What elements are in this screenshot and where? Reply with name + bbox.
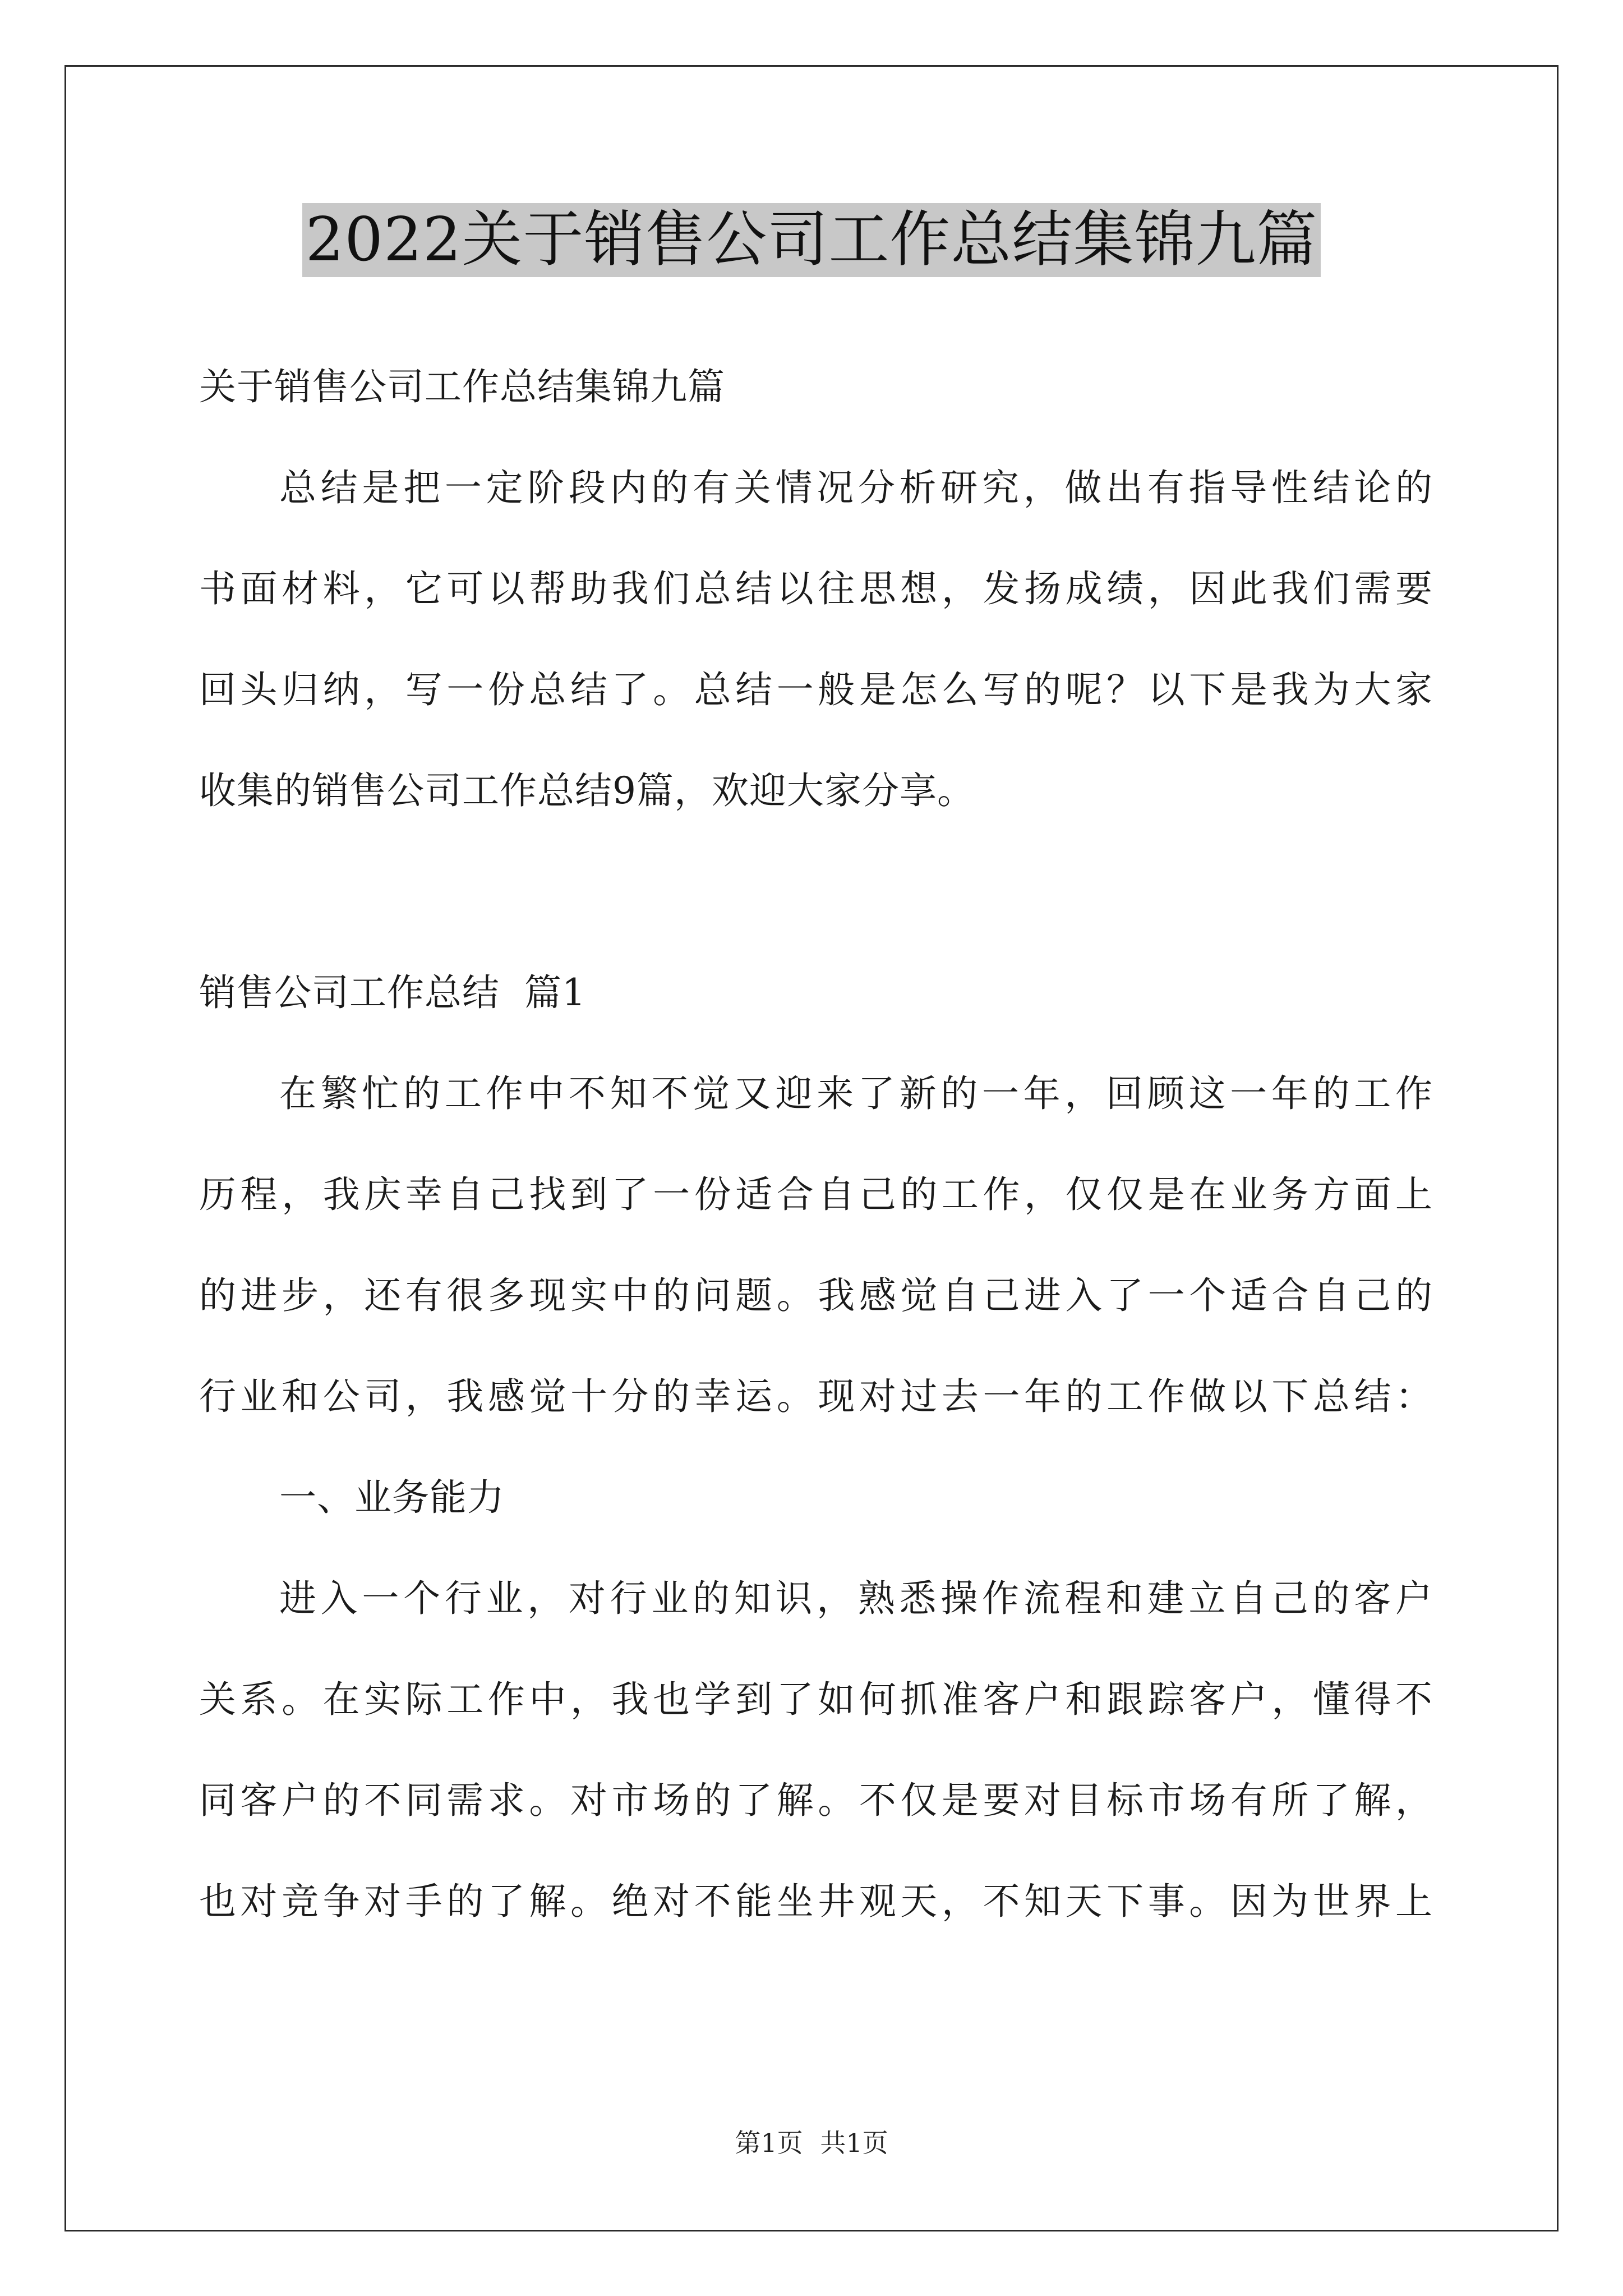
title-container xyxy=(0,203,1623,277)
paragraph-line: 进入一个行业，对行业的知识，熟悉操作流程和建立自己的客户 xyxy=(279,1577,1433,1620)
page-total: 共1页 xyxy=(820,2128,888,2158)
intro-line: 回头归纳，写一份总结了。总结一般是怎么写的呢？以下是我为大家 xyxy=(199,668,1433,711)
section-heading: 销售公司工作总结 篇1 xyxy=(199,971,586,1014)
document-title: 2022关于销售公司工作总结集锦九篇 xyxy=(302,203,1321,277)
intro-line: 总结是把一定阶段内的有关情况分析研究，做出有指导性结论的 xyxy=(279,466,1433,509)
paragraph-line: 同客户的不同需求。对市场的了解。不仅是要对目标市场有所了解， xyxy=(199,1779,1433,1822)
document-body xyxy=(199,337,1433,1952)
paragraph-line: 也对竞争对手的了解。绝对不能坐井观天，不知天下事。因为世界上 xyxy=(199,1880,1433,1923)
intro-line: 收集的销售公司工作总结9篇，欢迎大家分享。 xyxy=(199,769,975,812)
paragraph-line: 行业和公司，我感觉十分的幸运。现对过去一年的工作做以下总结： xyxy=(199,1375,1433,1418)
paragraph-gap xyxy=(199,841,1433,942)
paragraph-line: 在繁忙的工作中不知不觉又迎来了新的一年，回顾这一年的工作 xyxy=(279,1072,1433,1115)
page-footer xyxy=(0,2126,1623,2160)
paragraph-line: 关系。在实际工作中，我也学到了如何抓准客户和跟踪客户，懂得不 xyxy=(199,1678,1433,1721)
page-number: 第1页 xyxy=(735,2128,803,2158)
subheading: 一、业务能力 xyxy=(279,1476,505,1519)
paragraph-line: 的进步，还有很多现实中的问题。我感觉自己进入了一个适合自己的 xyxy=(199,1274,1433,1317)
paragraph-line: 历程，我庆幸自己找到了一份适合自己的工作，仅仅是在业务方面上 xyxy=(199,1173,1433,1216)
document-subtitle: 关于销售公司工作总结集锦九篇 xyxy=(199,365,725,408)
intro-line: 书面材料，它可以帮助我们总结以往思想，发扬成绩，因此我们需要 xyxy=(199,567,1433,610)
